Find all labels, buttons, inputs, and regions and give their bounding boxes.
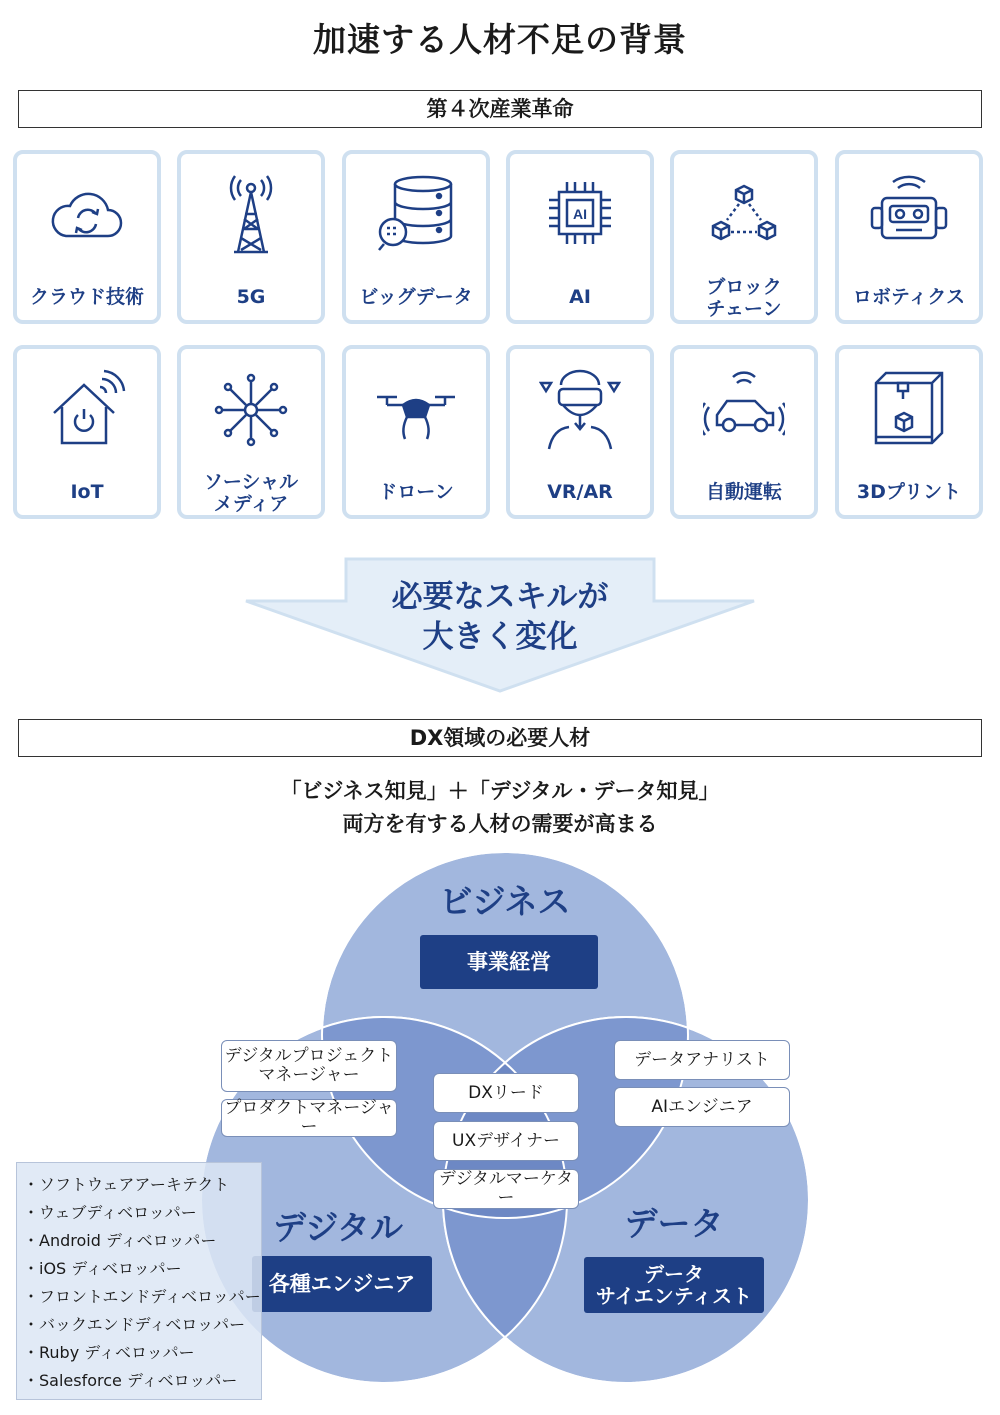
list-item: ・フロントエンドディベロッパー: [23, 1287, 261, 1306]
antenna-tower-icon: [210, 174, 292, 256]
role-box-dx-lead: DXリード: [433, 1073, 579, 1113]
svg-text:AI: AI: [573, 206, 587, 222]
tile-label: ロボティクス: [852, 286, 966, 308]
tile-label: VR/AR: [547, 481, 613, 503]
drone-icon: [375, 369, 457, 451]
role-box-data-analyst: データアナリスト: [614, 1040, 790, 1080]
role-box-digital-marketer: デジタルマーケター: [433, 1169, 579, 1209]
tile-label: 3Dプリント: [856, 481, 962, 503]
list-item: ・Ruby ディベロッパー: [23, 1343, 195, 1362]
page-title: 加速する人材不足の背景: [313, 20, 687, 59]
tile-label: ドローン: [378, 481, 454, 503]
data-title: データ: [624, 1204, 724, 1243]
robot-icon: [868, 174, 950, 256]
list-item: ・Salesforce ディベロッパー: [23, 1371, 238, 1390]
tile-iot: [13, 345, 161, 519]
tile-3dprint: [835, 345, 983, 519]
3d-printer-icon: [868, 369, 950, 451]
section-header-dx-talent: DX領域の必要人材: [18, 719, 982, 757]
role-box-ai-engineer: AIエンジニア: [614, 1087, 790, 1127]
tile-autodrive: [670, 345, 818, 519]
role-box-ux-designer: UXデザイナー: [433, 1121, 579, 1161]
subtitle-line-1: 「ビジネス知見」＋「デジタル・データ知見」: [280, 779, 720, 803]
tile-label: クラウド技術: [29, 286, 144, 308]
data-role-box: データ サイエンティスト: [584, 1257, 764, 1313]
tile-label: ソーシャル メディア: [203, 471, 299, 515]
tile-ai: [506, 150, 654, 324]
business-title: ビジネス: [439, 882, 571, 921]
subtitle-line-2: 両方を有する人材の需要が高まる: [342, 812, 658, 836]
tile-cloud: [13, 150, 161, 324]
role-box-product-manager: プロダクトマネージャー: [221, 1099, 397, 1137]
autonomous-car-icon: [703, 369, 785, 451]
business-role-box: 事業経営: [420, 935, 598, 989]
skill-change-text: 必要なスキルが 大きく変化: [391, 579, 609, 655]
tile-label: ビッグデータ: [359, 286, 473, 308]
engineer-list: [16, 1162, 262, 1400]
tile-label: ブロック チェーン: [706, 276, 782, 320]
tile-5g: [177, 150, 325, 324]
tile-label: AI: [569, 286, 591, 308]
tile-label: 自動運転: [705, 481, 782, 503]
tile-social: [177, 345, 325, 519]
tile-blockchain: [670, 150, 818, 324]
tile-vrar: [506, 345, 654, 519]
tile-bigdata: [342, 150, 490, 324]
list-item: ・Android ディベロッパー: [23, 1231, 217, 1250]
list-item: ・iOS ディベロッパー: [23, 1259, 182, 1278]
digital-role-box: 各種エンジニア: [252, 1256, 432, 1312]
role-box-digital-pm: デジタルプロジェクト マネージャー: [221, 1040, 397, 1092]
ai-chip-icon: [539, 174, 621, 256]
list-item: ・バックエンドディベロッパー: [23, 1315, 246, 1334]
social-network-icon: [210, 369, 292, 451]
list-item: ・ウェブディベロッパー: [23, 1203, 197, 1222]
list-item: ・ソフトウェアアーキテクト: [23, 1175, 230, 1194]
section-header-industrial-revolution: 第４次産業革命: [18, 90, 982, 128]
tile-label: IoT: [70, 481, 104, 503]
digital-title: デジタル: [272, 1208, 404, 1247]
cloud-sync-icon: [46, 174, 128, 256]
tile-drone: [342, 345, 490, 519]
database-icon: [375, 174, 457, 256]
tile-label: 5G: [236, 286, 266, 308]
blockchain-icon: [703, 174, 785, 256]
vr-headset-icon: [539, 369, 621, 451]
tile-robotics: [835, 150, 983, 324]
smart-home-icon: [46, 369, 128, 451]
